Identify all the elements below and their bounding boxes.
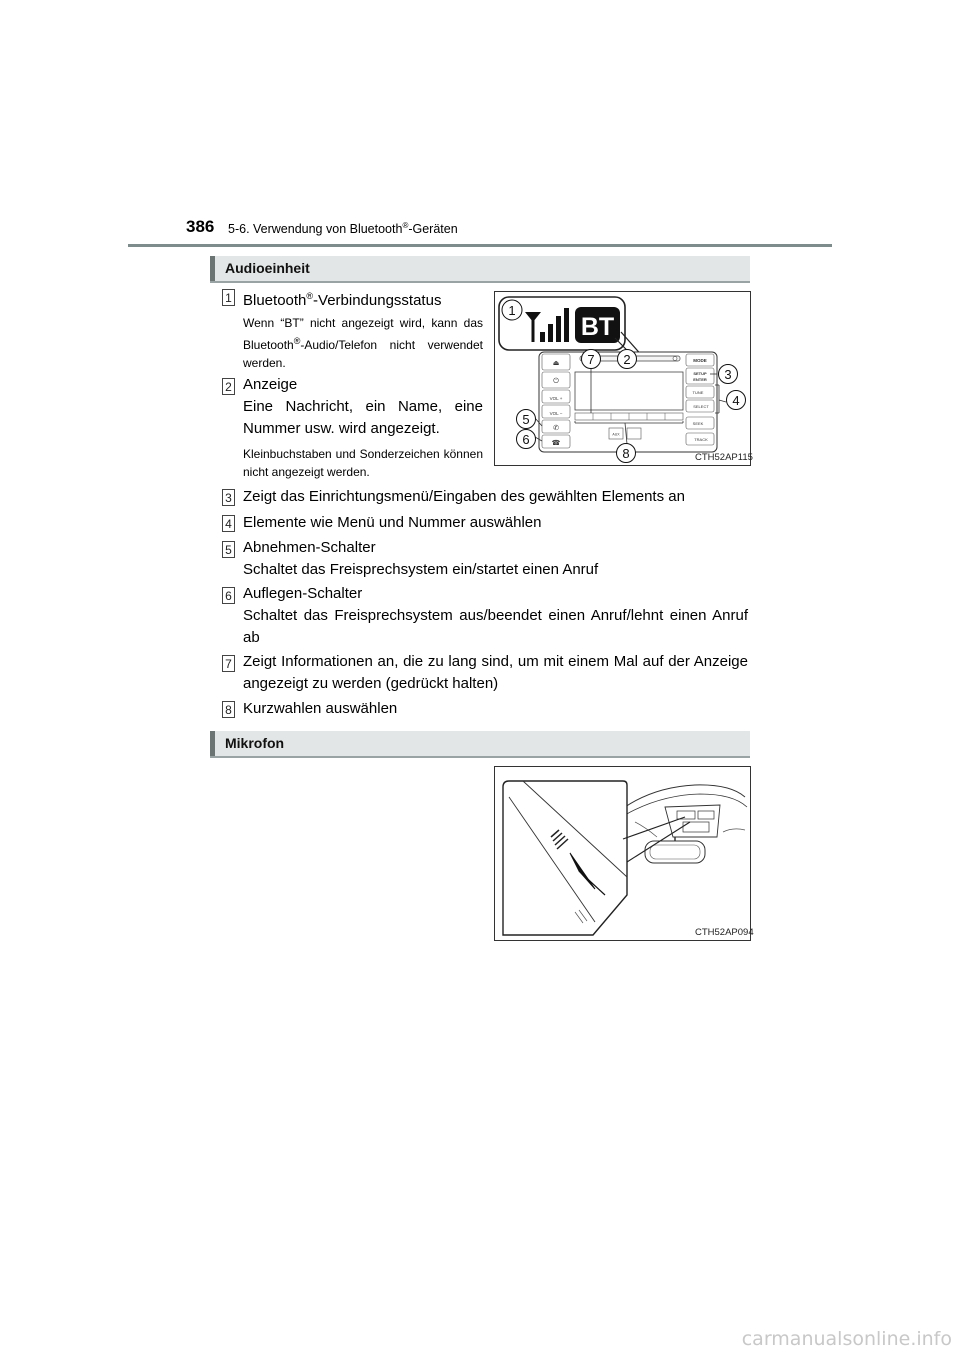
- header-rule: [128, 244, 832, 247]
- item-5-desc: Schaltet das Freisprechsystem ein/startet einen Anruf: [243, 561, 599, 578]
- svg-text:TRACK: TRACK: [694, 437, 708, 442]
- svg-text:VOL −: VOL −: [549, 411, 563, 416]
- item-1-note: Wenn “BT” nicht angezeigt wird, kann das Bluetooth®-Audio/Telefon nicht verwendet werden.: [243, 316, 483, 370]
- callout-5: 5: [522, 412, 530, 427]
- item-2-note: Kleinbuchstaben und Sonderzeichen können nicht angezeigt werden.: [243, 447, 483, 479]
- bt-label: BT: [580, 313, 615, 341]
- pickup-icon: ✆: [553, 425, 559, 432]
- item-number-1: 1: [222, 289, 235, 306]
- section-heading-microphone: Mikrofon: [210, 731, 750, 758]
- item-number-6: 6: [222, 587, 235, 604]
- hangup-icon: ☎: [551, 440, 561, 447]
- figure-code-microphone: CTH52AP094: [695, 927, 754, 938]
- callout-7: 7: [587, 352, 595, 367]
- section-heading-audio: Audioeinheit: [210, 256, 750, 283]
- item-8-title: Kurzwahlen auswählen: [243, 700, 398, 717]
- svg-text:MODE: MODE: [693, 358, 707, 363]
- callout-4: 4: [732, 393, 740, 408]
- svg-text:SETUP: SETUP: [693, 371, 707, 376]
- item-5-title: Abnehmen-Schalter: [243, 539, 376, 556]
- callout-6: 6: [522, 432, 530, 447]
- svg-text:TUNE: TUNE: [692, 390, 704, 395]
- item-number-8: 8: [222, 701, 235, 718]
- item-number-5: 5: [222, 541, 235, 558]
- item-6-title: Auflegen-Schalter: [243, 585, 363, 602]
- callout-8: 8: [622, 446, 630, 461]
- item-4-title: Elemente wie Menü und Nummer auswählen: [243, 514, 542, 531]
- svg-text:⏻: ⏻: [553, 378, 559, 385]
- item-3-title: Zeigt das Einrichtungsmenü/Eingaben des gewählten Elements an: [243, 488, 685, 505]
- svg-text:⏏: ⏏: [552, 360, 560, 367]
- callout-3: 3: [724, 367, 732, 382]
- callout-2: 2: [623, 352, 631, 367]
- svg-text:VOL +: VOL +: [549, 396, 563, 401]
- svg-text:AUX: AUX: [612, 432, 620, 437]
- callout-1: 1: [508, 303, 516, 318]
- audio-unit-figure: [494, 291, 751, 466]
- item-7-title: Zeigt Informationen an, die zu lang sind, um mit einem Mal auf der Anzeige angezeigt zu werden (gedrückt halten): [243, 653, 748, 692]
- audio-unit-illustration: [495, 292, 750, 465]
- svg-text:ENTER: ENTER: [693, 377, 707, 382]
- item-number-2: 2: [222, 378, 235, 395]
- item-6-desc: Schaltet das Freisprechsystem aus/beendet einen Anruf/lehnt einen Anruf ab: [243, 607, 748, 646]
- svg-text:SELECT: SELECT: [693, 404, 709, 409]
- svg-text:SEEK: SEEK: [692, 421, 704, 426]
- chapter-title: 5-6. Verwendung von Bluetooth®-Geräten: [228, 221, 458, 237]
- item-number-7: 7: [222, 655, 235, 672]
- item-number-3: 3: [222, 489, 235, 506]
- watermark: carmanualsonline.info: [741, 1328, 952, 1350]
- item-2-title: Anzeige: [243, 376, 298, 393]
- microphone-illustration: [495, 767, 750, 940]
- figure-code-audio: CTH52AP115: [695, 452, 753, 463]
- item-2-desc: Eine Nachricht, ein Name, eine Nummer usw. wird angezeigt.: [243, 398, 483, 437]
- microphone-figure: [494, 766, 754, 941]
- item-1-title: Bluetooth®-Verbindungsstatus: [243, 291, 442, 309]
- page-number: 386: [186, 217, 215, 236]
- item-number-4: 4: [222, 515, 235, 532]
